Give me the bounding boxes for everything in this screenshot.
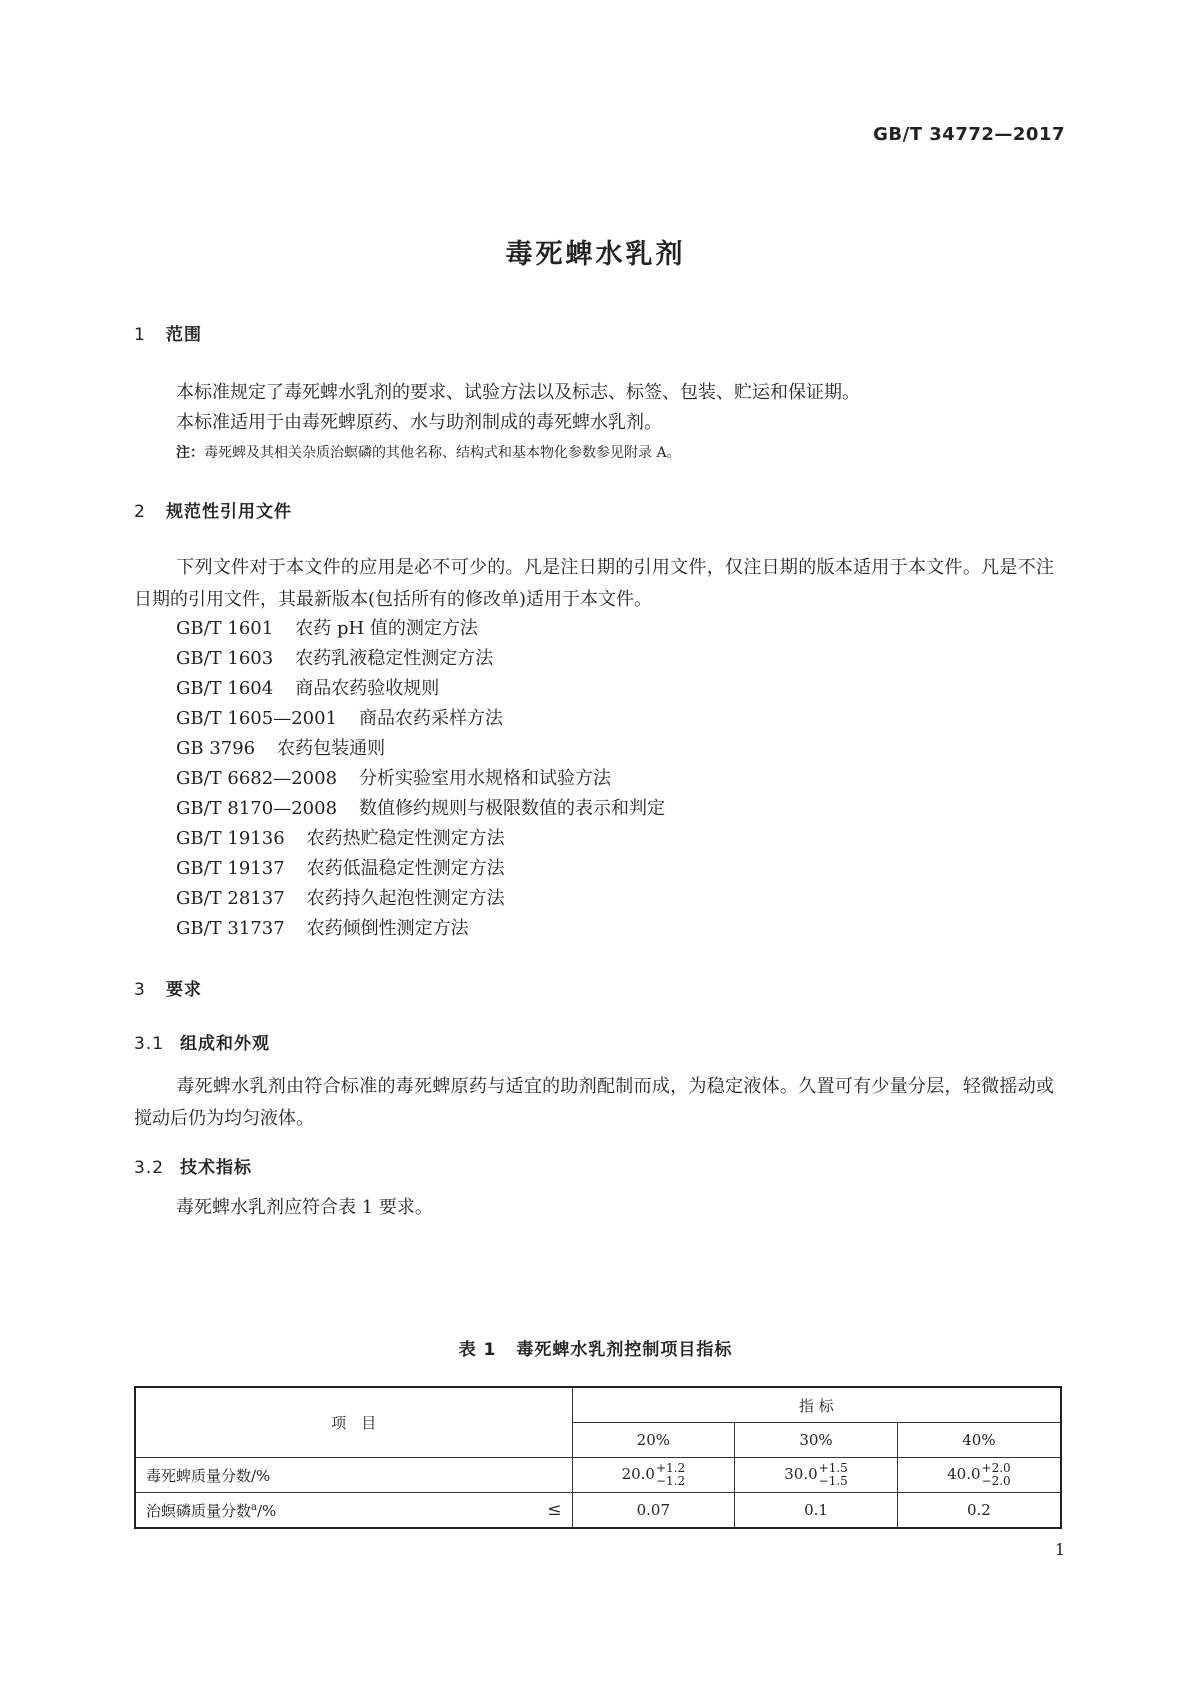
column-header: 40% — [897, 1423, 1061, 1458]
table-cell: 0.2 — [897, 1493, 1061, 1529]
references-intro-text: 下列文件对于本文件的应用是必不可少的。凡是注日期的引用文件，仅注日期的版本适用于本文件。凡是不注日期的引用文件，其最新版本(包括所有的修改单)适用于本文件。 — [134, 557, 1054, 610]
reference-name: 农药持久起泡性测定方法 — [306, 888, 505, 909]
section-number: 3.2 — [134, 1158, 165, 1178]
reference-name: 数值修约规则与极限数值的表示和判定 — [359, 798, 666, 819]
tolerance-minus: −1.2 — [655, 1474, 686, 1488]
table-cell: 0.07 — [572, 1493, 735, 1529]
row-label-text: 治螟磷质量分数 — [146, 1501, 252, 1520]
tech-index-paragraph: 毒死蜱水乳剂应符合表 1 要求。 — [176, 1197, 433, 1218]
scope-paragraph-2: 本标准适用于由毒死蜱原药、水与助剂制成的毒死蜱水乳剂。 — [176, 412, 662, 433]
reference-name: 农药倾倒性测定方法 — [306, 918, 469, 939]
reference-item — [176, 704, 503, 730]
tolerance-plus: +1.5 — [818, 1461, 848, 1475]
column-header: 30% — [735, 1423, 898, 1458]
reference-code: GB/T 1605—2001 — [176, 708, 338, 729]
row-label: 毒死蜱质量分数/% — [135, 1458, 572, 1493]
spec-table — [134, 1386, 1062, 1529]
table-cell — [735, 1458, 898, 1493]
table-cell: 0.1 — [735, 1493, 898, 1529]
value-base: 20.0 — [621, 1465, 655, 1483]
reference-code: GB/T 28137 — [176, 888, 285, 909]
document-title: 毒死蜱水乳剂 — [505, 239, 686, 270]
composition-paragraph — [134, 1071, 1054, 1135]
reference-item — [176, 644, 493, 670]
reference-name: 农药热贮稳定性测定方法 — [306, 828, 505, 849]
reference-code: GB/T 1601 — [176, 618, 274, 639]
section-title: 范围 — [166, 325, 202, 345]
tolerance — [819, 1462, 848, 1488]
limit-symbol: ≤ — [547, 1499, 562, 1520]
reference-code: GB/T 6682—2008 — [176, 768, 338, 789]
reference-code: GB/T 19137 — [176, 858, 285, 879]
table-caption — [0, 1335, 1191, 1360]
reference-item — [176, 824, 505, 850]
reference-code: GB 3796 — [176, 738, 256, 759]
note-text: 毒死蜱及其相关杂质治螟磷的其他名称、结构式和基本物化参数参见附录 A。 — [204, 445, 681, 461]
table-header-row — [135, 1387, 1061, 1423]
tolerance-plus: +1.2 — [655, 1461, 686, 1475]
reference-item — [176, 764, 611, 790]
tolerance-minus: −1.5 — [818, 1474, 848, 1488]
section-number: 3.1 — [134, 1034, 165, 1054]
reference-code: GB/T 1603 — [176, 648, 274, 669]
reference-code: GB/T 31737 — [176, 918, 285, 939]
reference-code: GB/T 8170—2008 — [176, 798, 338, 819]
reference-item — [176, 674, 439, 700]
reference-name: 商品农药验收规则 — [295, 678, 440, 699]
reference-name: 分析实验室用水规格和试验方法 — [359, 768, 612, 789]
table-caption-number: 表 1 — [458, 1340, 497, 1360]
tolerance-plus: +2.0 — [981, 1461, 1011, 1475]
table-cell — [572, 1458, 735, 1493]
section-title: 要求 — [166, 980, 202, 1000]
scope-note — [176, 442, 681, 462]
footnote-marker: a — [251, 1501, 257, 1513]
reference-name: 商品农药采样方法 — [359, 708, 504, 729]
reference-code: GB/T 19136 — [176, 828, 285, 849]
table-row — [135, 1493, 1061, 1529]
index-header: 指 标 — [572, 1387, 1061, 1423]
section-3-1-heading — [134, 1029, 270, 1054]
section-1-heading — [134, 320, 202, 345]
table-cell — [897, 1458, 1061, 1493]
row-label — [135, 1493, 572, 1529]
section-number: 1 — [134, 325, 146, 345]
row-label-unit: /% — [256, 1501, 277, 1520]
reference-name: 农药低温稳定性测定方法 — [306, 858, 505, 879]
value-base: 40.0 — [947, 1465, 981, 1483]
reference-name: 农药包装通则 — [277, 738, 386, 759]
section-title: 组成和外观 — [180, 1034, 270, 1054]
table-caption-title: 毒死蜱水乳剂控制项目指标 — [516, 1340, 733, 1360]
tolerance — [982, 1462, 1011, 1488]
tolerance — [656, 1462, 685, 1488]
item-header: 项 目 — [135, 1387, 572, 1458]
reference-item — [176, 794, 665, 820]
composition-text: 毒死蜱水乳剂由符合标准的毒死蜱原药与适宜的助剂配制而成，为稳定液体。久置可有少量分层，轻微摇动或搅动后仍为均匀液体。 — [134, 1076, 1054, 1129]
table-row — [135, 1458, 1061, 1493]
reference-item — [176, 734, 385, 760]
reference-item — [176, 854, 505, 880]
value-base: 30.0 — [784, 1465, 818, 1483]
section-title: 技术指标 — [180, 1158, 252, 1178]
scope-paragraph-1: 本标准规定了毒死蜱水乳剂的要求、试验方法以及标志、标签、包装、贮运和保证期。 — [176, 382, 860, 403]
reference-item — [176, 914, 469, 940]
section-2-heading — [134, 497, 292, 522]
references-intro — [134, 552, 1054, 616]
reference-name: 农药乳液稳定性测定方法 — [295, 648, 494, 669]
tolerance-minus: −2.0 — [981, 1474, 1011, 1488]
reference-name: 农药 pH 值的测定方法 — [295, 618, 478, 639]
note-label: 注： — [176, 445, 204, 461]
section-3-heading — [134, 975, 202, 1000]
reference-item — [176, 614, 478, 640]
section-title: 规范性引用文件 — [166, 502, 292, 522]
standard-code: GB/T 34772—2017 — [873, 124, 1065, 145]
section-number: 3 — [134, 980, 146, 1000]
section-3-2-heading — [134, 1153, 252, 1178]
reference-item — [176, 884, 505, 910]
column-header: 20% — [572, 1423, 735, 1458]
page-number: 1 — [1054, 1540, 1065, 1559]
section-number: 2 — [134, 502, 146, 522]
reference-code: GB/T 1604 — [176, 678, 274, 699]
